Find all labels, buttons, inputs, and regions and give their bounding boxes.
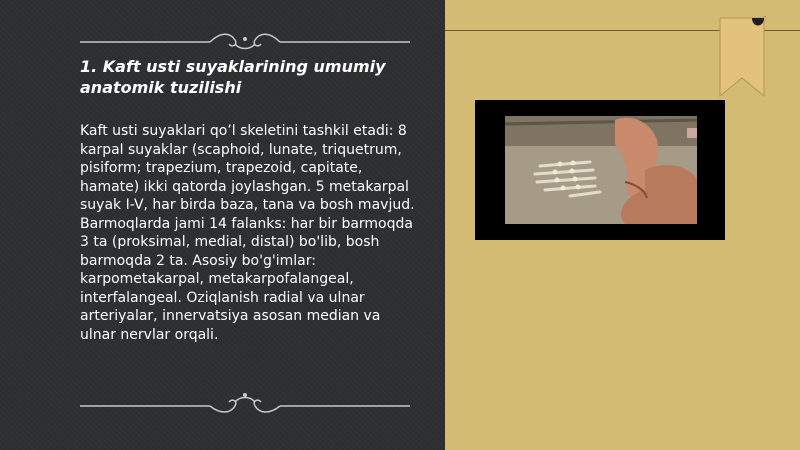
hand-skeleton-model-image [475, 100, 725, 240]
bookmark-ribbon-icon [718, 16, 766, 98]
hand-skeleton-photo[interactable] [475, 100, 725, 240]
ornament-divider-top [80, 30, 410, 54]
ornament-divider-bottom [80, 392, 410, 416]
slide-title: 1. Kaft usti suyaklarining umumiy anatomik tuzilishi [80, 57, 386, 97]
slide-body-text: Kaft usti suyaklari qo’l skeletini tashkil etadi: 8 karpal suyaklar (scaphoid, lunate, triquetrum, pisiform; trapezium, trapezoid, capitate, hamate) ikki qatorda joylashgan. 5 metakarpal suyak I-V, har birda baza, tana va bosh mavjud. Barmoqlarda jami 14 falanks: har bir barmoqda 3 ta (proksimal, medial, distal) bo'lib, bosh barmoqda 2 ta. Asosiy bo'g'imlar: karpometakarpal, metakarpofalangeal, interfalangeal. Oziqlanish radial va ulnar arteriyalar, innervatsiya asosan median va ulnar nervlar orqali. [80, 123, 415, 343]
